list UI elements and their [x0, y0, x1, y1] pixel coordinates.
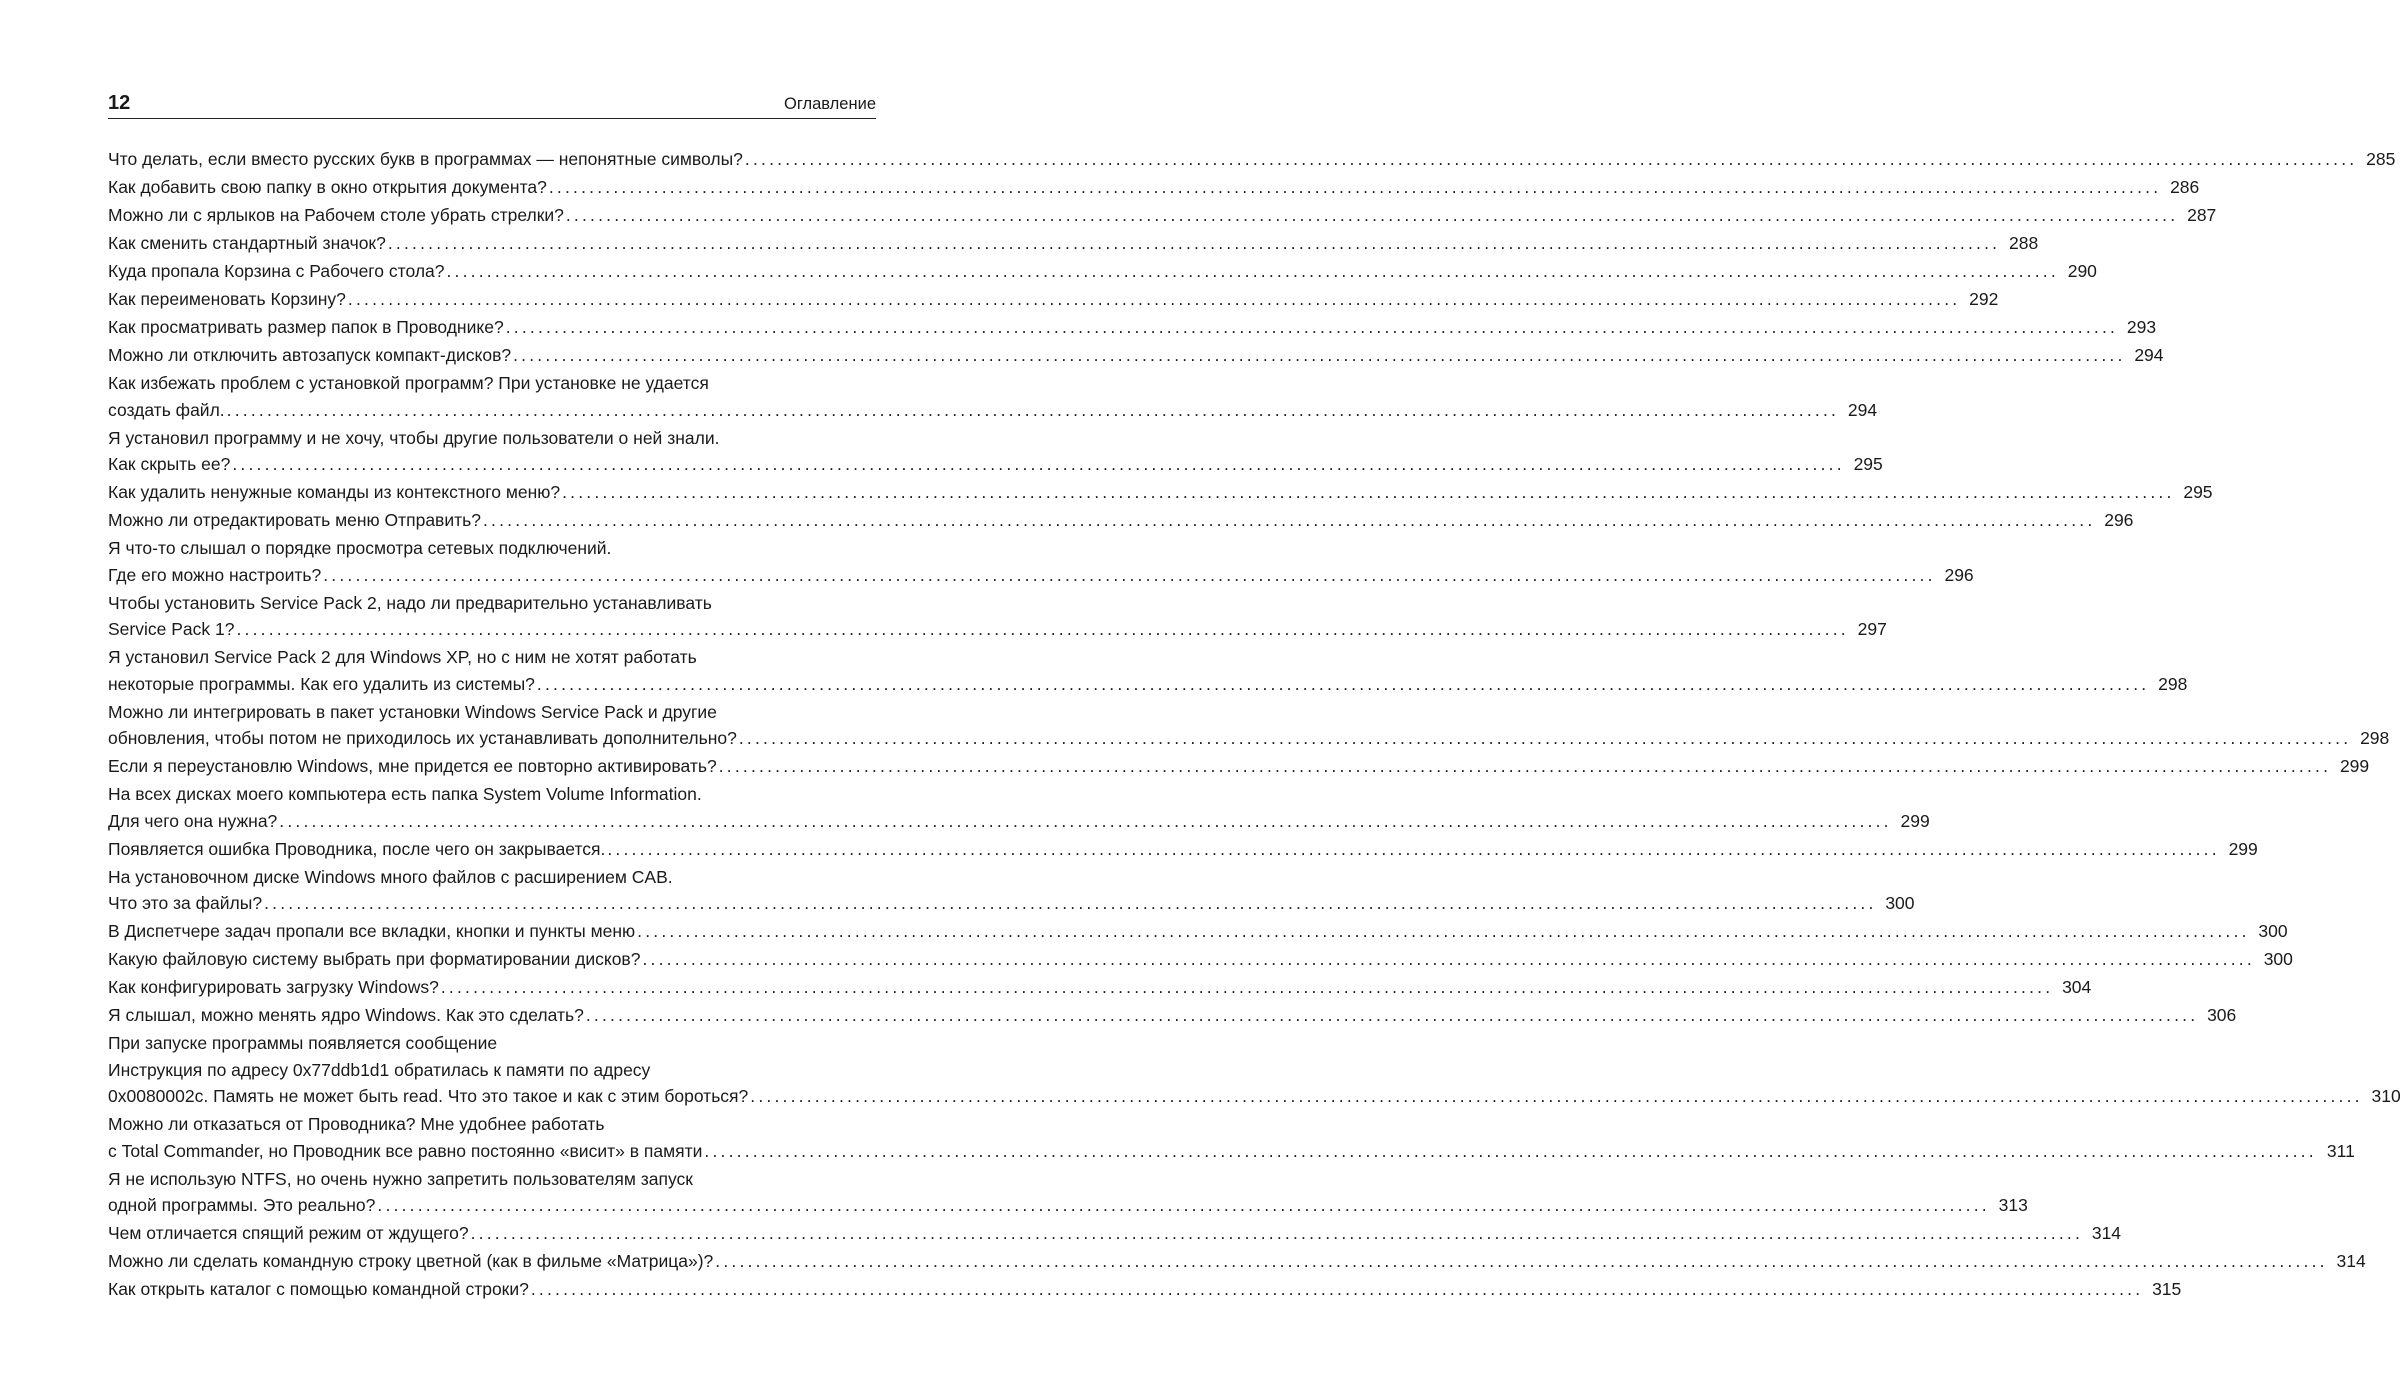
toc-entry-title-line: Инструкция по адресу 0x77ddb1d1 обратилась к памяти по адресу — [108, 1059, 651, 1080]
toc-entry[interactable] — [108, 202, 2217, 229]
toc-entry[interactable] — [108, 918, 2288, 945]
dot-leader: ........................................................................................................................................................................................................ — [530, 1279, 2144, 1299]
dot-leader: ........................................................................................................................................................................................................ — [387, 233, 2001, 253]
toc-entry-title-line: Появляется ошибка Проводника, после чего он закрывается. — [108, 838, 606, 859]
dot-leader: ........................................................................................................................................................................................................ — [226, 399, 1840, 420]
toc-page-number: 299 — [1900, 810, 1930, 831]
toc-entry[interactable] — [108, 1220, 2122, 1247]
toc-entry[interactable] — [108, 864, 1915, 917]
toc-entry-title-line: обновления, чтобы потом не приходилось их устанавливать дополнительно? — [108, 728, 737, 748]
toc-page-number: 294 — [1847, 399, 1878, 420]
toc-entry[interactable] — [108, 1002, 2237, 1029]
dot-leader: ........................................................................................................................................................................................................ — [232, 454, 1845, 474]
toc-entry-title-line: Для чего она нужна? — [108, 810, 278, 831]
toc-entry-title-line: Чем отличается спящий режим от ждущего? — [108, 1223, 469, 1243]
toc-page-number: 314 — [2091, 1223, 2122, 1243]
dot-leader: ........................................................................................................................................................................................................ — [585, 1005, 2199, 1025]
toc-entry-title-line: Что это за файлы? — [108, 893, 263, 913]
dot-leader: ........................................................................................................................................................................................................ — [264, 893, 1877, 913]
toc-entry-title-line: 0x0080002c. Память не может быть read. Что это такое и как с этим бороться? — [108, 1086, 749, 1106]
toc-entry[interactable] — [108, 535, 1974, 588]
toc-page-number: 297 — [1857, 619, 1887, 639]
toc-entry-title-line: Как переименовать Корзину? — [108, 289, 346, 309]
dot-leader: ........................................................................................................................................................................................................ — [347, 289, 1961, 309]
toc-entry-title-line: Куда пропала Корзина с Рабочего стола? — [108, 261, 445, 281]
toc-entry-title-line: Как открыть каталог с помощью командной строки? — [108, 1279, 529, 1299]
toc-page-number: 295 — [1853, 454, 1883, 474]
toc-entry[interactable] — [108, 836, 2258, 863]
toc-page-number: 313 — [1998, 1195, 2028, 1215]
section-title: Оглавление — [784, 95, 876, 113]
toc-entry-title-line: В Диспетчере задач пропали все вкладки, кнопки и пункты меню — [108, 921, 636, 941]
toc-page-number: 286 — [2170, 177, 2200, 197]
toc-page-number: 285 — [2366, 149, 2396, 169]
toc-entry-title-line: Можно ли сделать командную строку цветной (как в фильме «Матрица»)? — [108, 1251, 714, 1271]
toc-entry[interactable] — [108, 174, 2200, 201]
toc-entry[interactable] — [108, 425, 1883, 478]
toc-page-number: 292 — [1969, 289, 1999, 309]
toc-entry-title-line: Можно ли отредактировать меню Отправить? — [108, 510, 481, 530]
toc-entry[interactable] — [108, 230, 2039, 257]
toc-page-number: 296 — [2104, 510, 2134, 530]
toc-page-number: 310 — [2371, 1086, 2401, 1106]
toc-entry[interactable] — [108, 974, 2092, 1001]
toc-page-number: 288 — [2009, 233, 2039, 253]
toc-entry[interactable] — [108, 781, 1930, 834]
dot-leader: ........................................................................................................................................................................................................ — [637, 921, 2250, 941]
toc-entry[interactable] — [108, 946, 2293, 973]
toc-page-number: 306 — [2207, 1005, 2237, 1025]
dot-leader: ........................................................................................................................................................................................................ — [562, 482, 2175, 502]
toc-page-number: 298 — [2360, 728, 2390, 748]
dot-leader: ........................................................................................................................................................................................................ — [744, 149, 2358, 169]
toc-entry[interactable] — [108, 479, 2213, 506]
dot-leader: ........................................................................................................................................................................................................ — [505, 317, 2119, 337]
toc-page-number: 300 — [2263, 949, 2293, 969]
dot-leader: ........................................................................................................................................................................................................ — [536, 673, 2150, 694]
dot-leader: ........................................................................................................................................................................................................ — [642, 949, 2255, 969]
dot-leader: ........................................................................................................................................................................................................ — [483, 510, 2096, 530]
toc-entry-title-line: На всех дисках моего компьютера есть папка System Volume Information. — [108, 784, 702, 804]
toc-page-number: 287 — [2187, 205, 2217, 225]
toc-entry[interactable] — [108, 1030, 2401, 1110]
toc-entry-title-line: Где его можно настроить? — [108, 564, 322, 585]
dot-leader: ........................................................................................................................................................................................................ — [704, 1140, 2317, 1161]
toc-page-number: 300 — [2258, 921, 2288, 941]
dot-leader: ........................................................................................................................................................................................................ — [715, 1251, 2328, 1271]
toc-entry-title-line: Можно ли с ярлыков на Рабочем столе убрать стрелки? — [108, 205, 564, 225]
toc-entry-title-line: с Total Commander, но Проводник все равно постоянно «висит» в памяти — [108, 1140, 703, 1161]
toc-entry-title-line: создать файл. — [108, 399, 225, 420]
toc-entry[interactable] — [108, 1248, 2366, 1275]
toc-entry[interactable] — [108, 1111, 2355, 1164]
toc-entry-title-line: Можно ли отказаться от Проводника? Мне удобнее работать — [108, 1114, 605, 1134]
toc-entry-title-line: Что делать, если вместо русских букв в программах — непонятные символы? — [108, 149, 743, 169]
toc-entry-title-line: Можно ли отключить автозапуск компакт-дисков? — [108, 345, 512, 365]
toc-entry[interactable] — [108, 1166, 2028, 1219]
toc-entry-title-line: некоторые программы. Как его удалить из системы? — [108, 673, 535, 694]
toc-page-number: 311 — [2326, 1140, 2355, 1161]
toc-entry[interactable] — [108, 699, 2390, 752]
toc-entry[interactable] — [108, 342, 2164, 369]
toc-entry-title-line: Как просматривать размер папок в Проводнике? — [108, 317, 504, 337]
toc-page-number: 294 — [2134, 345, 2164, 365]
toc-entry-title-line: Service Pack 1? — [108, 619, 235, 639]
toc-page-number: 296 — [1944, 564, 1974, 585]
toc-entry-title-line: При запуске программы появляется сообщение — [108, 1033, 498, 1053]
toc-entry[interactable] — [108, 286, 1999, 313]
toc-entry-title-line: Я установил программу и не хочу, чтобы другие пользователи о ней знали. — [108, 427, 720, 448]
dot-leader: ........................................................................................................................................................................................................ — [323, 564, 1936, 585]
toc-entry-title-line: Можно ли интегрировать в пакет установки Windows Service Pack и другие — [108, 701, 717, 722]
toc-page-number: 314 — [2336, 1251, 2366, 1271]
toc-page-number: 299 — [2339, 756, 2370, 776]
toc-entry-title-line: Я что-то слышал о порядке просмотра сетевых подключений. — [108, 538, 612, 558]
toc-page-number: 315 — [2152, 1279, 2182, 1299]
dot-leader: ........................................................................................................................................................................................................ — [446, 261, 2059, 281]
dot-leader: ........................................................................................................................................................................................................ — [470, 1223, 2084, 1243]
toc-entry-title-line: Как удалить ненужные команды из контекстного меню? — [108, 482, 561, 502]
dot-leader: ........................................................................................................................................................................................................ — [513, 345, 2126, 365]
toc-entry[interactable] — [108, 753, 2370, 780]
toc-entry-title-line: Я слышал, можно менять ядро Windows. Как это сделать? — [108, 1005, 584, 1025]
toc-entry-title-line: Чтобы установить Service Pack 2, надо ли предварительно устанавливать — [108, 592, 712, 613]
dot-leader: ........................................................................................................................................................................................................ — [565, 205, 2179, 225]
toc-entry[interactable] — [108, 370, 1878, 423]
toc-entry[interactable] — [108, 146, 2396, 173]
dot-leader: ........................................................................................................................................................................................................ — [377, 1195, 1990, 1215]
dot-leader: ........................................................................................................................................................................................................ — [548, 177, 2162, 197]
dot-leader: ........................................................................................................................................................................................................ — [750, 1086, 2363, 1106]
toc-entry-title-line: Я установил Service Pack 2 для Windows XP, но с ним не хотят работать — [108, 647, 697, 667]
toc-page-number: 299 — [2228, 838, 2258, 859]
toc-entry-title-line: Какую файловую систему выбрать при форматировании дисков? — [108, 949, 641, 969]
page-header — [108, 90, 876, 119]
dot-leader: ........................................................................................................................................................................................................ — [607, 838, 2220, 859]
toc-entry-title-line: Как сменить стандартный значок? — [108, 233, 386, 253]
toc-entry-title-line: На установочном диске Windows много файлов с расширением CAB. — [108, 866, 673, 887]
toc-entry[interactable] — [108, 507, 2134, 534]
toc-entry-title-line: Как скрыть ее? — [108, 454, 231, 474]
toc-entry-title-line: Как избежать проблем с установкой программ? При установке не удается — [108, 373, 709, 393]
table-of-contents — [108, 146, 2401, 1304]
toc-page-number: 295 — [2183, 482, 2213, 502]
toc-entry[interactable] — [108, 590, 1887, 643]
toc-entry-title-line: Я не использую NTFS, но очень нужно запретить пользователям запуск — [108, 1168, 693, 1189]
dot-leader: ........................................................................................................................................................................................................ — [236, 619, 1849, 639]
toc-entry[interactable] — [108, 1276, 2182, 1303]
dot-leader: ........................................................................................................................................................................................................ — [738, 728, 2352, 748]
toc-entry[interactable] — [108, 258, 2097, 285]
toc-entry-title-line: одной программы. Это реально? — [108, 1195, 376, 1215]
toc-page-number: 293 — [2126, 317, 2157, 337]
toc-entry-title-line: Как конфигурировать загрузку Windows? — [108, 977, 439, 997]
toc-page-number: 298 — [2158, 673, 2188, 694]
toc-page-number: 304 — [2062, 977, 2092, 997]
dot-leader: ........................................................................................................................................................................................................ — [718, 756, 2332, 776]
toc-entry[interactable] — [108, 314, 2157, 341]
toc-entry-title-line: Если я переустановлю Windows, мне придется ее повторно активировать? — [108, 756, 717, 776]
toc-page-number: 290 — [2067, 261, 2097, 281]
toc-page-number: 300 — [1885, 893, 1915, 913]
dot-leader: ........................................................................................................................................................................................................ — [440, 977, 2054, 997]
toc-entry[interactable] — [108, 644, 2188, 697]
dot-leader: ........................................................................................................................................................................................................ — [279, 810, 1892, 831]
toc-entry-title-line: Как добавить свою папку в окно открытия документа? — [108, 177, 547, 197]
page-number: 12 — [108, 92, 131, 114]
